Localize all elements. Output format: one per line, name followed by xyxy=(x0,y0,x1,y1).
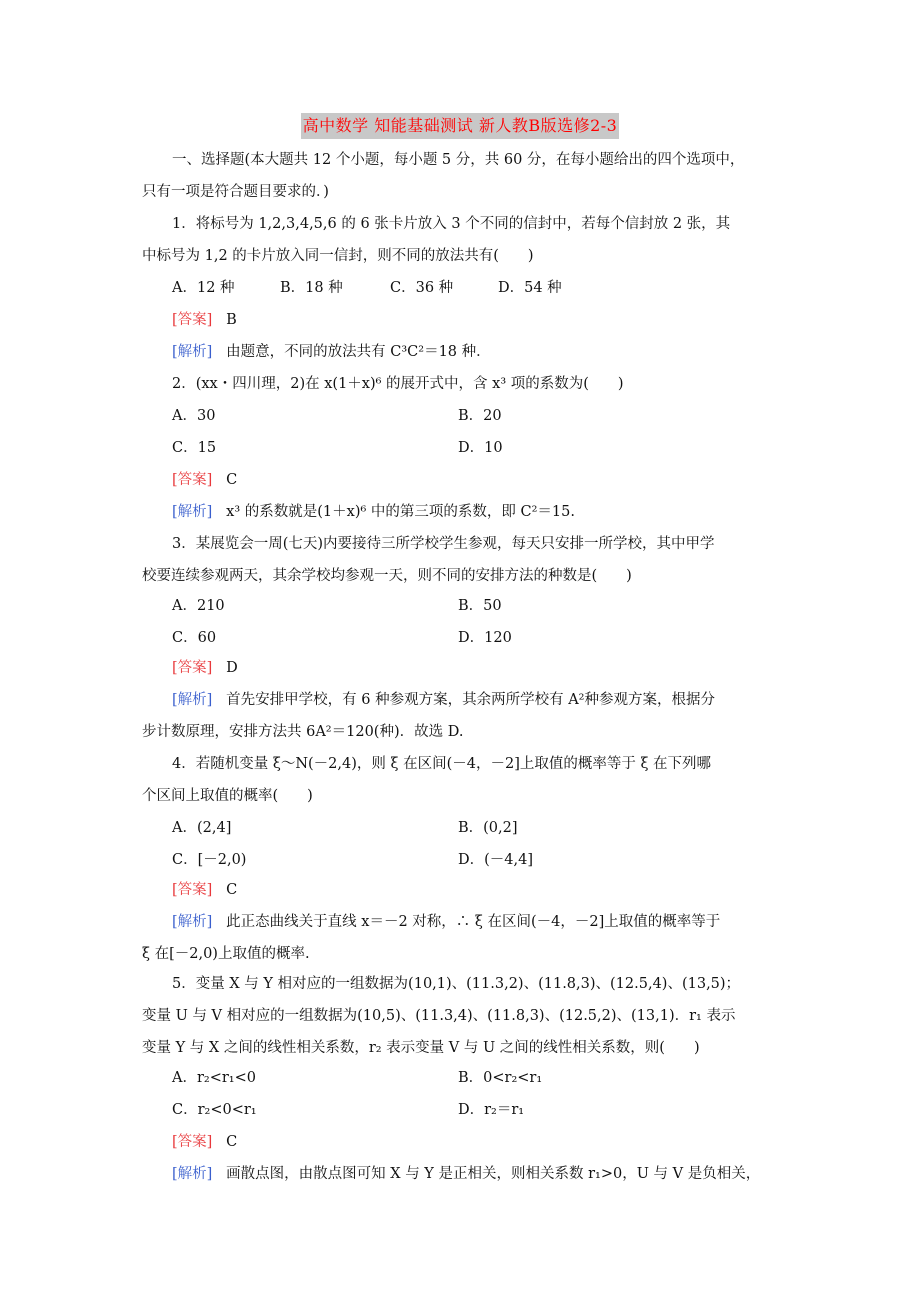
q3-analysis-line1: 首先安排甲学校，有 6 种参观方案，其余两所学校有 A²种参观方案，根据分 xyxy=(226,692,715,708)
answer-label: [答案] xyxy=(172,660,213,676)
q2-option-c: C．15 xyxy=(172,440,217,456)
q3-option-d: D．120 xyxy=(458,630,512,646)
q4-stem-line2: 个区间上取值的概率( ) xyxy=(142,788,313,804)
q3-stem-line1: 3．某展览会一周(七天)内要接待三所学校学生参观，每天只安排一所学校，其中甲学 xyxy=(172,536,715,552)
q3-analysis-line2: 步计数原理，安排方法共 6A²＝120(种)．故选 D. xyxy=(142,724,464,740)
q5-analysis: 画散点图，由散点图可知 X 与 Y 是正相关，则相关系数 r₁>0，U 与 V 是负相关， xyxy=(226,1166,761,1182)
document-title: 高中数学 知能基础测试 新人教B版选修2-3 xyxy=(301,113,620,139)
q5-stem-line3: 变量 Y 与 X 之间的线性相关系数，r₂ 表示变量 V 与 U 之间的线性相关系数，则( ) xyxy=(142,1040,700,1056)
q1-analysis: 由题意，不同的放法共有 C³C²＝18 种． xyxy=(226,344,491,360)
q1-option-c: C．36 种 xyxy=(390,280,454,296)
q5-stem-line2: 变量 U 与 V 相对应的一组数据为(10,5)、(11.3,4)、(11.8,3)、(12.5,2)、(13,1)．r₁ 表示 xyxy=(142,1008,736,1024)
q2-option-a: A．30 xyxy=(172,408,216,424)
q4-option-b: B．(0,2] xyxy=(458,820,518,836)
section-intro-line1: 一、选择题(本大题共 12 个小题，每小题 5 分，共 60 分，在每小题给出的四个选项中， xyxy=(172,152,745,168)
q2-option-b: B．20 xyxy=(458,408,502,424)
q4-analysis-line1: 此正态曲线关于直线 x＝－2 对称，∴ ξ 在区间(－4，－2]上取值的概率等于 xyxy=(226,914,721,930)
q1-stem-line2: 中标号为 1,2 的卡片放入同一信封，则不同的放法共有( ) xyxy=(142,248,534,264)
answer-label: [答案] xyxy=(172,882,213,898)
q3-answer: D xyxy=(226,660,238,676)
q5-option-b: B．0<r₂<r₁ xyxy=(458,1070,543,1086)
q1-option-b: B．18 种 xyxy=(280,280,343,296)
q3-option-b: B．50 xyxy=(458,598,502,614)
q5-option-d: D．r₂＝r₁ xyxy=(458,1102,525,1118)
q4-answer: C xyxy=(226,882,238,898)
q5-option-a: A．r₂<r₁<0 xyxy=(172,1070,256,1086)
q1-option-d: D．54 种 xyxy=(498,280,562,296)
answer-label: [答案] xyxy=(172,1134,213,1150)
analysis-label: [解析] xyxy=(172,504,213,520)
q2-answer: C xyxy=(226,472,238,488)
q1-stem-line1: 1．将标号为 1,2,3,4,5,6 的 6 张卡片放入 3 个不同的信封中，若每个信封放 2 张，其 xyxy=(172,216,731,232)
q4-option-c: C．[－2,0) xyxy=(172,852,247,868)
q5-stem-line1: 5．变量 X 与 Y 相对应的一组数据为(10,1)、(11.3,2)、(11.8,3)、(12.5,4)、(13,5)； xyxy=(172,976,741,992)
analysis-label: [解析] xyxy=(172,344,213,360)
q3-option-a: A．210 xyxy=(172,598,225,614)
section-intro-line2: 只有一项是符合题目要求的．) xyxy=(142,184,329,200)
q5-answer: C xyxy=(226,1134,238,1150)
q4-option-a: A．(2,4] xyxy=(172,820,232,836)
q4-option-d: D．(－4,4] xyxy=(458,852,533,868)
q1-answer: B xyxy=(226,312,237,328)
q2-stem: 2．(xx・四川理，2)在 x(1＋x)⁶ 的展开式中，含 x³ 项的系数为( ) xyxy=(172,376,624,392)
q4-stem-line1: 4．若随机变量 ξ～N(－2,4)，则 ξ 在区间(－4，－2]上取值的概率等于 ξ 在下列哪 xyxy=(172,756,712,772)
answer-label: [答案] xyxy=(172,312,213,328)
analysis-label: [解析] xyxy=(172,1166,213,1182)
q2-option-d: D．10 xyxy=(458,440,503,456)
q4-analysis-line2: ξ 在[－2,0)上取值的概率. xyxy=(142,946,310,962)
analysis-label: [解析] xyxy=(172,914,213,930)
q3-option-c: C．60 xyxy=(172,630,217,646)
analysis-label: [解析] xyxy=(172,692,213,708)
q5-option-c: C．r₂<0<r₁ xyxy=(172,1102,257,1118)
q1-option-a: A．12 种 xyxy=(172,280,235,296)
q3-stem-line2: 校要连续参观两天，其余学校均参观一天，则不同的安排方法的种数是( ) xyxy=(142,568,632,584)
q2-analysis: x³ 的系数就是(1＋x)⁶ 中的第三项的系数，即 C²＝15. xyxy=(226,504,575,520)
title-container xyxy=(0,113,920,139)
answer-label: [答案] xyxy=(172,472,213,488)
